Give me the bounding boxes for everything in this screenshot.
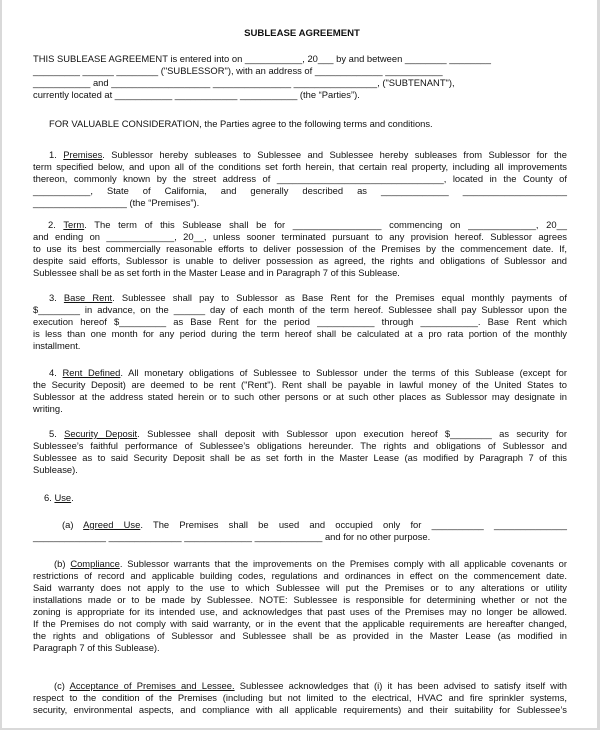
line-text: installment. <box>33 340 81 351</box>
line-text: execution hereof $_________ as Base Rent for the period ___________ through ___________. Base Rent which <box>33 316 567 327</box>
line-text: Sublessee’s faithful performance of Sublessee’s obligations hereunder. The rights and obligations of Sublessor and <box>33 440 567 451</box>
rent-defined-line <box>49 367 567 379</box>
line-text: installations made or to be made by Sublessee. NOTE: Sublessee is responsible for determining whether or not the <box>33 594 567 605</box>
line-text: . Sublessee shall deposit with Sublessor upon execution hereof $________ as security for <box>137 428 567 439</box>
line-text: __________________ (the “Premises”). <box>33 197 200 208</box>
section-number: 2. <box>48 219 64 230</box>
section-heading: Use <box>54 492 72 503</box>
line-text: term specified below, and upon all of the conditions set forth herein, that certain real property, including all improvements <box>33 161 567 172</box>
line-text: the rights and obligations of Sublessor and Sublessee shall be as provided in the Master Lease (as modified in <box>33 630 567 641</box>
use-line <box>44 492 567 504</box>
line-text: Said warranty does not apply to the use to which Sublessee will put the Premises or to any alterations or utility <box>33 582 567 593</box>
security-deposit-line <box>33 464 567 476</box>
line-text: respect to the condition of the Premises (including but not limited to the electrical, HVAC and fire sprinkler systems, <box>33 692 567 703</box>
line-text: . All monetary obligations of Sublessee to Sublessor under the terms of this Sublease (except for <box>120 367 567 378</box>
intro-line <box>33 89 567 101</box>
premises-line <box>33 161 567 173</box>
line-text: ______________ ______________ _____________ _____________ and for no other purpose. <box>33 531 431 542</box>
term-line <box>48 219 567 231</box>
acceptance-line <box>33 704 567 716</box>
line-text: is less than one month for any period during the term hereof shall be calculated at a pro rata portion of the monthly <box>33 328 567 339</box>
intro-line <box>33 77 567 89</box>
document-page <box>2 0 597 728</box>
compliance-line <box>33 642 567 654</box>
rent-defined-line <box>33 403 567 415</box>
compliance-line <box>33 618 567 630</box>
line-text: . Sublessor hereby subleases to Sublessee and Sublessee hereby subleases from Sublessor for the <box>102 149 567 160</box>
line-text: writing. <box>33 403 63 414</box>
line-text: THIS SUBLEASE AGREEMENT is entered into on ___________, 20___ by and between ________ ________ <box>33 53 491 64</box>
line-text: currently located at ___________ ____________ ___________ (the “Parties”). <box>33 89 360 100</box>
document-title: SUBLEASE AGREEMENT <box>244 28 360 39</box>
section-heading: Security Deposit <box>64 428 138 439</box>
premises-line <box>33 173 567 185</box>
section-heading: Acceptance of Premises and Lessee. <box>69 680 235 691</box>
compliance-line <box>33 594 567 606</box>
section-number: (a) <box>62 519 84 530</box>
line-text: to use its best commercially reasonable efforts to deliver possession of the Premises by the commencement date. If, <box>33 243 567 254</box>
section-number: (c) <box>54 680 70 691</box>
line-text: zoning is appropriate for its intended use, and acknowledges that past uses of the Premises may no longer be allowed. <box>33 606 567 617</box>
section-number: 3. <box>49 292 64 303</box>
base-rent-line <box>33 316 567 328</box>
line-text: thereon, commonly known by the street address of ________________________________, located in the County of <box>33 173 567 184</box>
section-number: 6. <box>44 492 55 503</box>
acceptance-line <box>54 680 567 692</box>
security-deposit-line <box>33 440 567 452</box>
line-text: Sublessee as to said Security Deposit shall be as set forth in the Master Lease (as modified by Paragraph 7 of this <box>33 452 567 463</box>
base-rent-line <box>49 292 567 304</box>
line-text: If the Premises do not comply with said warranty, or in the event that the applicable requirements are hereafter changed, <box>33 618 567 629</box>
compliance-line <box>33 606 567 618</box>
line-text: FOR VALUABLE CONSIDERATION, the Parties agree to the following terms and conditions. <box>49 118 433 129</box>
section-heading: Rent Defined <box>62 367 121 378</box>
section-heading: Term <box>63 219 85 230</box>
intro-line <box>33 53 567 65</box>
premises-line <box>49 149 567 161</box>
line-text: despite said efforts, Sublessor is unable to deliver possession as agreed, the rights and obligations of Sublessor and <box>33 255 567 266</box>
section-heading: Base Rent <box>63 292 113 303</box>
line-text: ___________, State of California, and generally described as _____________ ____________________ <box>33 185 567 196</box>
base-rent-line <box>33 304 567 316</box>
line-text: . The Premises shall be used and occupied only for __________ ______________ <box>140 519 567 530</box>
compliance-line <box>33 570 567 582</box>
agreed-use-line <box>33 531 567 543</box>
base-rent-line <box>33 340 567 352</box>
line-text: . Sublessee shall pay to Sublessor as Base Rent for the Premises equal monthly payments of <box>112 292 568 303</box>
intro-line <box>33 65 567 77</box>
term-line <box>33 255 567 267</box>
line-text: Sublessee shall be as set forth in the Master Lease and in Paragraph 7 of this Sublease. <box>33 267 400 278</box>
line-text: and ending on _____________, 20__, unless sooner terminated pursuant to any provision hereof. Sublessor agrees <box>33 231 567 242</box>
consideration-line <box>49 118 567 130</box>
compliance-line <box>54 558 567 570</box>
section-heading: Agreed Use <box>83 519 141 530</box>
term-line <box>33 243 567 255</box>
line-text: restrictions of record and applicable building codes, regulations and ordinances in effect on the commencement date. <box>33 570 567 581</box>
base-rent-line <box>33 328 567 340</box>
line-text: Sublessee acknowledges that (i) it has been advised to satisfy itself with <box>234 680 567 691</box>
line-text: ___________ and ___________________ _______________ ________________, ("SUBTENANT"), <box>33 77 455 88</box>
security-deposit-line <box>33 452 567 464</box>
section-heading: Premises <box>63 149 103 160</box>
line-text: Paragraph 7 of this Sublease). <box>33 642 160 653</box>
section-number: 1. <box>49 149 64 160</box>
section-number: (b) <box>54 558 71 569</box>
line-text: Sublessor at the address stated herein or to such other persons or at such other places as Sublessor may designate in <box>33 391 567 402</box>
line-text: _________ ______ ________ ("SUBLESSOR"), with an address of _____________ ___________ <box>33 65 443 76</box>
term-line <box>33 231 567 243</box>
line-text: the Security Deposit) are deemed to be rent ("Rent"). Rent shall be payable in lawful money of the United States to <box>33 379 567 390</box>
line-text: . The term of this Sublease shall be for _________________ commencing on _____________, 20__ <box>84 219 567 230</box>
section-number: 4. <box>49 367 63 378</box>
section-number: 5. <box>49 428 65 439</box>
term-line <box>33 267 567 279</box>
rent-defined-line <box>33 379 567 391</box>
compliance-line <box>33 582 567 594</box>
premises-line <box>33 197 567 209</box>
line-text: security, environmental aspects, and compliance with all applicable requirements) and their suitability for Sublessee’s <box>33 704 567 715</box>
line-text: . Sublessor warrants that the improvements on the Premises comply with all applicable covenants or <box>119 558 568 569</box>
line-text: $________ in advance, on the ______ day of each month of the term hereof. Sublessee shall pay Sublessor upon the <box>33 304 567 315</box>
rent-defined-line <box>33 391 567 403</box>
premises-line <box>33 185 567 197</box>
compliance-line <box>33 630 567 642</box>
acceptance-line <box>33 692 567 704</box>
line-text: Sublease). <box>33 464 78 475</box>
line-text: . <box>71 492 74 503</box>
security-deposit-line <box>49 428 567 440</box>
agreed-use-line <box>62 519 567 531</box>
section-heading: Compliance <box>70 558 120 569</box>
